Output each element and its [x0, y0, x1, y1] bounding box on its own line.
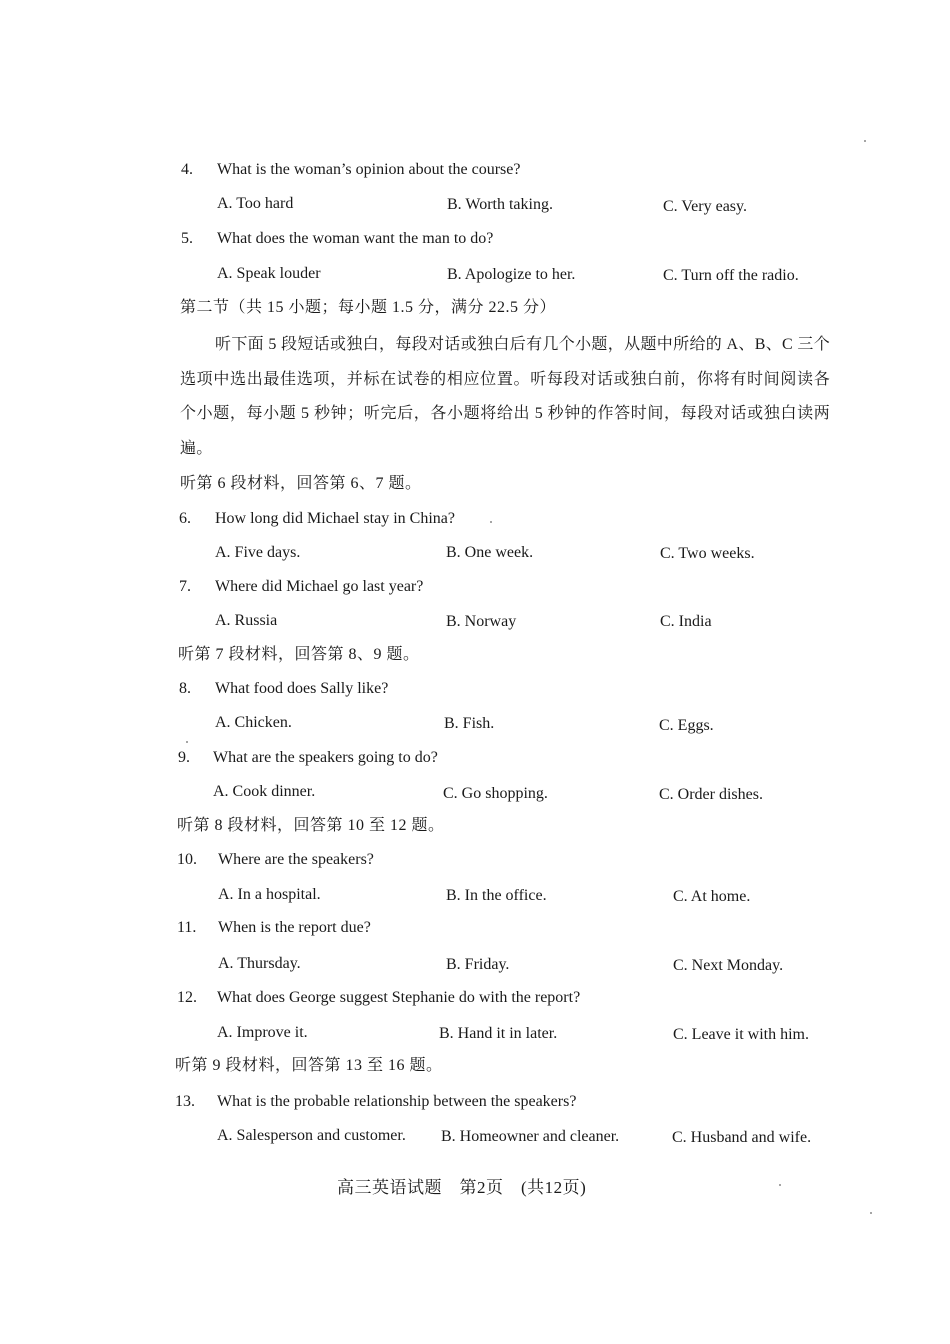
question-number: 9.	[178, 749, 190, 766]
option-c: C. Next Monday.	[673, 957, 784, 974]
option-b: B. Fish.	[444, 715, 495, 732]
scan-speck	[779, 1184, 781, 1186]
option-c: C. Two weeks.	[660, 545, 755, 562]
option-a: A. Cook dinner.	[213, 783, 316, 800]
option-b: B. In the office.	[446, 887, 547, 904]
question-stem: What are the speakers going to do?	[213, 749, 438, 766]
question-number: 12.	[177, 989, 197, 1006]
question-stem: When is the report due?	[218, 919, 371, 936]
question-stem: Where are the speakers?	[218, 851, 374, 868]
material-heading: 听第 6 段材料，回答第 6、7 题。	[180, 475, 422, 492]
question-stem: Where did Michael go last year?	[215, 578, 424, 595]
option-c: C. Eggs.	[659, 717, 714, 734]
option-a: A. Improve it.	[217, 1024, 308, 1041]
question-stem: What is the probable relationship between the speakers?	[217, 1093, 577, 1110]
question-number: 7.	[179, 578, 191, 595]
option-a: A. Speak louder	[217, 265, 321, 282]
material-heading: 听第 8 段材料，回答第 10 至 12 题。	[177, 817, 445, 834]
option-b: B. Hand it in later.	[439, 1025, 558, 1042]
question-number: 5.	[181, 230, 193, 247]
option-a: A. Salesperson and customer.	[217, 1127, 406, 1144]
section-heading: 第二节（共 15 小题；每小题 1.5 分，满分 22.5 分）	[180, 299, 557, 316]
question-stem: What food does Sally like?	[215, 680, 389, 697]
option-a: A. Chicken.	[215, 714, 292, 731]
scan-speck	[864, 140, 866, 142]
option-c: C. Leave it with him.	[673, 1026, 809, 1043]
question-number: 6.	[179, 510, 191, 527]
option-b: B. Apologize to her.	[447, 266, 576, 283]
scan-speck	[186, 741, 188, 743]
question-number: 11.	[177, 919, 197, 936]
option-b: B. Friday.	[446, 956, 510, 973]
material-heading: 听第 7 段材料，回答第 8、9 题。	[178, 646, 420, 663]
option-b: C. Go shopping.	[443, 785, 548, 802]
option-c: C. Husband and wife.	[672, 1129, 812, 1146]
option-c: C. Very easy.	[663, 198, 747, 215]
question-number: 10.	[177, 851, 197, 868]
question-stem: What does the woman want the man to do?	[217, 230, 494, 247]
option-c: C. At home.	[673, 888, 751, 905]
option-b: B. One week.	[446, 544, 534, 561]
section-instructions: 听下面 5 段短话或独白，每段对话或独白后有几个小题，从题中所给的 A、B、C 三个选项中选出最佳选项，并标在试卷的相应位置。听每段对话或独白前，你将有时间阅读各个小题，每小题 5 秒钟；听完后，各小题将给出 5 秒钟的作答时间，每段对话或独白读两遍。	[180, 336, 830, 457]
question-number: 8.	[179, 680, 191, 697]
question-number: 13.	[175, 1093, 195, 1110]
scan-speck	[870, 1212, 872, 1214]
material-heading: 听第 9 段材料，回答第 13 至 16 题。	[175, 1057, 443, 1074]
option-b: B. Norway	[446, 613, 517, 630]
page-footer: 高三英语试题 第2页 (共12页)	[337, 1178, 587, 1197]
question-stem: What does George suggest Stephanie do with the report?	[217, 989, 581, 1006]
question-stem: What is the woman’s opinion about the course?	[217, 161, 521, 178]
option-b: B. Homeowner and cleaner.	[441, 1128, 620, 1145]
option-a: A. Russia	[215, 612, 278, 629]
option-c: C. India	[660, 613, 712, 630]
option-a: A. Too hard	[217, 195, 294, 212]
option-a: A. Five days.	[215, 544, 301, 561]
option-c: C. Order dishes.	[659, 786, 763, 803]
option-a: A. Thursday.	[218, 955, 301, 972]
scan-speck	[490, 521, 492, 523]
option-c: C. Turn off the radio.	[663, 267, 799, 284]
option-b: B. Worth taking.	[447, 196, 553, 213]
question-stem: How long did Michael stay in China?	[215, 510, 455, 527]
option-a: A. In a hospital.	[218, 886, 321, 903]
question-number: 4.	[181, 161, 193, 178]
